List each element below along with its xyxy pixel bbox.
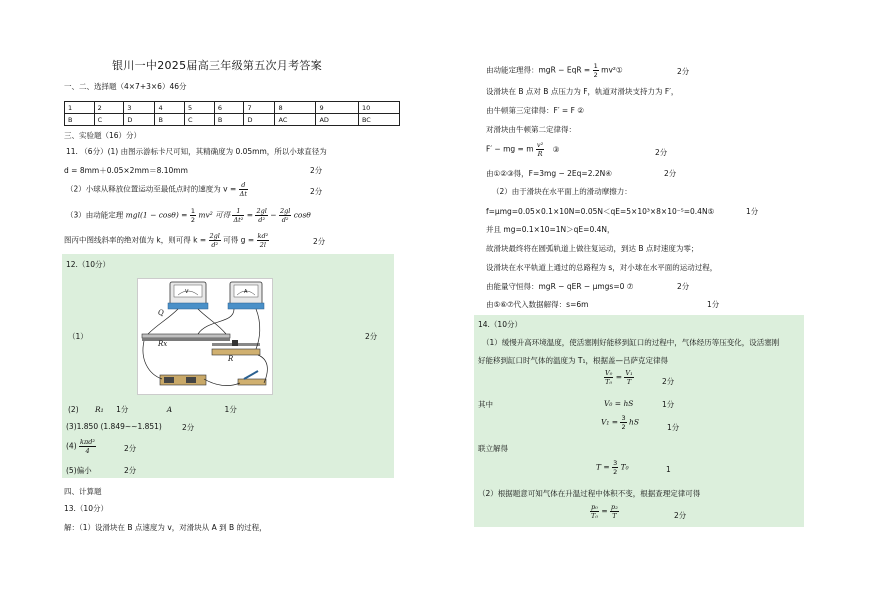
q12-part1: （1） bbox=[68, 332, 88, 341]
fraction-denominator: 2l bbox=[259, 241, 266, 249]
answer-cell: D bbox=[124, 114, 155, 126]
fraction-denominator: d² bbox=[258, 216, 266, 224]
q14-line3: 其中 bbox=[478, 400, 493, 409]
term-fraction bbox=[279, 207, 291, 224]
answer-cell: AD bbox=[316, 114, 358, 126]
q14-eq3-left: V₁ = bbox=[601, 417, 619, 427]
answer-r1: R₁ bbox=[95, 405, 104, 414]
q13-r6: 由①②③得，F=3mg − 2Eq=2.2N④ bbox=[486, 169, 612, 178]
fraction-denominator: T bbox=[626, 378, 632, 386]
resistivity-fraction bbox=[79, 438, 96, 455]
q13-r7: （2）由于滑块在水平面上的滑动摩擦力： bbox=[492, 187, 632, 196]
answer-table bbox=[64, 101, 400, 126]
fraction-numerator: p₀ bbox=[591, 503, 598, 511]
q14-eq1-score: 2分 bbox=[662, 377, 675, 386]
rheostat-icon bbox=[212, 349, 260, 355]
q14-eq2-score: 1分 bbox=[662, 400, 675, 409]
q12-part4-score: 2分 bbox=[124, 444, 137, 453]
fraction-numerator: V₁ bbox=[625, 369, 633, 377]
q13-r12: 由能量守恒得：mgR − qER − μmgs=0 ⑦ bbox=[486, 282, 634, 291]
question-number: 4 bbox=[155, 102, 185, 114]
q14-eq2: V₀ = hS bbox=[604, 399, 634, 408]
pressure-fraction bbox=[590, 503, 599, 520]
q11-part3b bbox=[64, 232, 269, 249]
answer-letter-row bbox=[65, 114, 400, 126]
q11-score: 2分 bbox=[310, 166, 323, 175]
label-q: Q bbox=[158, 309, 164, 317]
q11-part3 bbox=[66, 207, 311, 224]
q14-eq4-left: T = bbox=[596, 462, 610, 472]
q14-eq3-right: hS bbox=[629, 417, 639, 427]
fraction-numerator: 1 bbox=[232, 207, 244, 216]
q13-r13: 由⑤⑥⑦代入数据解得：s=6m bbox=[486, 300, 589, 309]
ratio-fraction bbox=[612, 459, 618, 476]
switch-icon bbox=[238, 379, 266, 385]
answer-cell: B bbox=[214, 114, 244, 126]
q14-eq5 bbox=[590, 503, 619, 520]
section-choice-heading: 一、二、选择题（4×7+3×6）46分 bbox=[64, 82, 187, 91]
q13-r5-text: F′ − mg = m bbox=[486, 144, 534, 154]
energy-equation: mgl(1 − cosθ) = bbox=[125, 210, 188, 220]
q14-heading: 14.（10分） bbox=[478, 320, 522, 329]
fraction-denominator: Δt bbox=[239, 190, 247, 198]
q13-r10: 故滑块最终将在圆弧轨道上做往复运动，到达 B 点时速度为零； bbox=[486, 244, 699, 253]
q13-r12-score: 2分 bbox=[677, 282, 690, 291]
q12-heading: 12.（10分） bbox=[66, 260, 110, 269]
q13-r4: 对滑块由牛顿第二定律得： bbox=[486, 125, 576, 134]
question-number: 5 bbox=[185, 102, 215, 114]
fraction-numerator: 1 bbox=[190, 207, 195, 215]
q14-line2: 好能移到缸口时气体的温度为 T₁，根据盖—吕萨克定律得 bbox=[478, 356, 668, 365]
page-title: 银川一中2025届高三年级第五次月考答案 bbox=[112, 59, 322, 72]
label-rx: Rx bbox=[158, 340, 168, 348]
q11-part2 bbox=[66, 181, 248, 198]
question-number: 2 bbox=[94, 102, 124, 114]
q14-eq3-score: 1分 bbox=[667, 423, 680, 432]
fraction-numerator: 3 bbox=[621, 414, 626, 422]
q13-r8: f=μmg=0.05×0.1×10N=0.05N＜qE=5×10³×8×10⁻⁵=0.4N⑤ bbox=[486, 207, 715, 216]
q14-eq1 bbox=[604, 369, 634, 386]
ratio-fraction bbox=[620, 414, 626, 431]
fraction-numerator: 1 bbox=[593, 62, 598, 70]
circuit-diagram bbox=[137, 278, 273, 395]
answer-cell: D bbox=[244, 114, 275, 126]
q13-line1: 解：（1）设滑块在 B 点速度为 v，对滑块从 A 到 B 的过程， bbox=[64, 523, 267, 532]
equals-sign: = bbox=[615, 372, 622, 382]
equals-sign: = bbox=[246, 210, 254, 220]
fraction-numerator: 3 bbox=[613, 459, 618, 467]
q12-part3-score: 2分 bbox=[182, 423, 195, 432]
fraction-denominator: T₀ bbox=[605, 378, 613, 386]
state-fraction bbox=[624, 369, 633, 386]
fraction-numerator: kd² bbox=[257, 232, 269, 240]
q13-r2: 设滑块在 B 点对 B 点压力为 F，轨道对滑块支持力为 F′， bbox=[486, 87, 679, 96]
q14-line5: （2）根据题意可知气体在升温过程中体积不变，根据查理定律可得 bbox=[478, 489, 701, 498]
pressure-fraction bbox=[610, 503, 619, 520]
q11-part2-score: 2分 bbox=[310, 187, 323, 196]
q14-eq4-score: 1 bbox=[666, 465, 671, 474]
q12-part2 bbox=[68, 404, 237, 415]
answer-cell: BC bbox=[358, 114, 399, 126]
g-text: 可得 g = bbox=[223, 235, 255, 245]
velocity-fraction bbox=[239, 181, 248, 198]
question-number: 7 bbox=[244, 102, 275, 114]
q13-r1-term: mv²① bbox=[601, 65, 623, 75]
fraction-denominator: 2 bbox=[621, 423, 626, 431]
fraction-denominator: Δt² bbox=[233, 216, 244, 224]
q14-eq3 bbox=[601, 414, 639, 431]
q12-part4-label: (4) bbox=[66, 441, 77, 451]
q11-line1: 11. （6分）(1) 由图示游标卡尺可知，其精确度为 0.05mm，所以小球直径为 bbox=[66, 147, 327, 156]
fraction-numerator: 2gl bbox=[256, 207, 267, 215]
answer-cell: B bbox=[155, 114, 185, 126]
q14-line1: （1）缓慢升高环境温度，使活塞刚好能移到缸口的过程中，气体经历等压变化，设活塞刚 bbox=[482, 338, 780, 347]
fraction-denominator: 2 bbox=[190, 216, 195, 224]
fraction-numerator: 2gl bbox=[279, 207, 291, 215]
section-experiment-heading: 三、实验题（16）分） bbox=[64, 131, 142, 140]
q13-r1 bbox=[486, 62, 623, 79]
centripetal-fraction bbox=[536, 141, 544, 158]
q13-r8-score: 1分 bbox=[746, 207, 759, 216]
label-ammeter: A bbox=[244, 289, 248, 295]
question-number: 1 bbox=[65, 102, 95, 114]
q12-part2-label: (2) bbox=[68, 405, 79, 414]
fraction-denominator: T₀ bbox=[591, 512, 598, 520]
slope-fraction bbox=[209, 232, 221, 249]
fraction-numerator: p₂ bbox=[611, 503, 618, 511]
fraction-denominator: 4 bbox=[85, 447, 90, 455]
q12-part5: (5)偏小 bbox=[66, 466, 92, 475]
q13-r1-text: 由动能定理得：mgR − EqR = bbox=[486, 65, 591, 75]
fraction-numerator: d bbox=[239, 181, 248, 190]
label-voltmeter: V bbox=[185, 289, 189, 295]
question-number: 10 bbox=[358, 102, 399, 114]
question-number: 9 bbox=[316, 102, 358, 114]
q13-r5-score: 2分 bbox=[655, 148, 668, 157]
state-fraction bbox=[604, 369, 613, 386]
q12-part4 bbox=[66, 438, 96, 455]
circuit-svg bbox=[138, 279, 272, 394]
answer-number-row bbox=[65, 102, 400, 114]
q11-part3-text: （3）由动能定理 bbox=[66, 210, 124, 220]
q12-part5-score: 2分 bbox=[124, 466, 137, 475]
q14-eq5-score: 2分 bbox=[674, 511, 687, 520]
q12-part1-score: 2分 bbox=[365, 332, 378, 341]
q13-r11: 设滑块在水平轨道上通过的总路程为 s，对小球在水平面的运动过程， bbox=[486, 263, 718, 272]
term-fraction bbox=[255, 207, 267, 224]
minus-sign: − bbox=[270, 210, 277, 220]
answer-cell: B bbox=[65, 114, 95, 126]
fraction-denominator: R bbox=[537, 150, 543, 158]
fraction-denominator: 2 bbox=[613, 468, 618, 476]
q13-r5 bbox=[486, 141, 559, 158]
inverse-time-fraction bbox=[232, 207, 244, 224]
question-number: 8 bbox=[275, 102, 316, 114]
q13-r13-score: 1分 bbox=[707, 300, 720, 309]
q12-part3: (3)1.850 (1.849~~1.851) bbox=[66, 422, 162, 431]
q11-part3-score: 2分 bbox=[313, 237, 326, 246]
slope-text: 图丙中图线斜率的绝对值为 k，则可得 k = bbox=[64, 235, 207, 245]
q13-r5-mark: ③ bbox=[552, 144, 560, 154]
section-calc-heading: 四、计算题 bbox=[64, 487, 102, 496]
answer-cell: C bbox=[185, 114, 215, 126]
equals-sign: = bbox=[601, 506, 608, 516]
answer-a: A bbox=[166, 405, 173, 414]
label-r: R bbox=[228, 355, 234, 363]
score: 1分 bbox=[116, 405, 129, 414]
fraction-denominator: d² bbox=[281, 216, 289, 224]
q11-part2-text: （2）小球从释放位置运动至最低点时的速度为 v = bbox=[66, 184, 237, 194]
half-fraction bbox=[190, 207, 196, 224]
resistance-wire-icon bbox=[142, 334, 230, 338]
answer-cell: C bbox=[94, 114, 124, 126]
g-fraction bbox=[257, 232, 270, 249]
score: 1分 bbox=[224, 405, 237, 414]
fraction-numerator: V₀ bbox=[605, 369, 613, 377]
fraction-numerator: 2gl bbox=[209, 232, 220, 240]
cos-term: cosθ bbox=[293, 210, 311, 220]
q14-eq4 bbox=[596, 459, 629, 476]
fraction-denominator: T bbox=[612, 512, 617, 520]
answer-cell: AC bbox=[275, 114, 316, 126]
q14-eq4-right: T₀ bbox=[620, 462, 629, 472]
question-number: 3 bbox=[124, 102, 155, 114]
q13-heading: 13.（10分） bbox=[64, 504, 108, 513]
q13-r3: 由牛顿第三定律得：F′ = F ② bbox=[486, 106, 584, 115]
q13-r6-score: 2分 bbox=[664, 169, 677, 178]
q13-r1-score: 2分 bbox=[677, 67, 690, 76]
half-fraction bbox=[593, 62, 599, 79]
q13-r9: 并且 mg=0.1×10=1N＞qE=0.4N， bbox=[486, 225, 615, 234]
fraction-numerator: v² bbox=[536, 141, 544, 149]
fraction-denominator: 2 bbox=[593, 71, 598, 79]
energy-term: mv² 可得 bbox=[198, 210, 231, 220]
fraction-denominator: d² bbox=[211, 241, 219, 249]
q14-line4: 联立解得 bbox=[478, 444, 508, 453]
fraction-numerator: kπd² bbox=[80, 438, 95, 446]
question-number: 6 bbox=[214, 102, 244, 114]
q11-line2: d = 8mm＋0.05×2mm＝8.10mm bbox=[64, 166, 188, 175]
